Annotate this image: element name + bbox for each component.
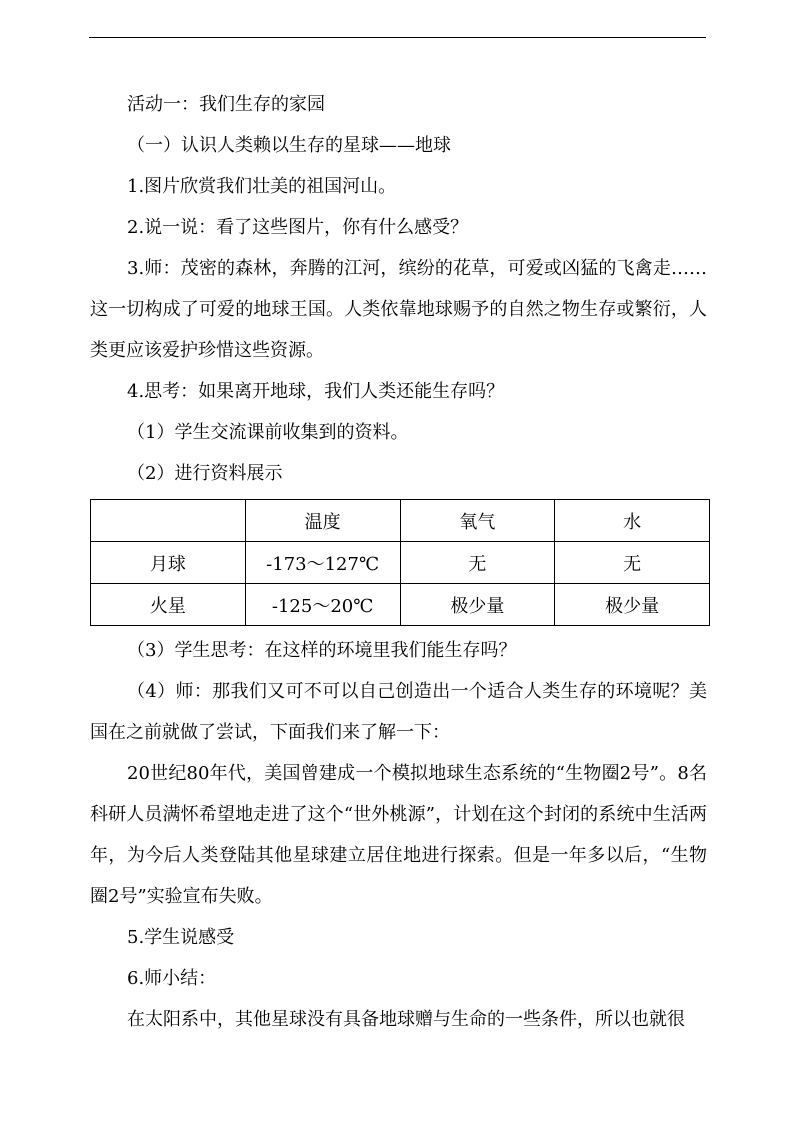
table-cell: 火星	[91, 584, 246, 626]
sub-item-3: （3）学生思考：在这样的环境里我们能生存吗？	[127, 640, 517, 661]
item-5: 5.学生说感受	[127, 927, 235, 948]
header-rule	[89, 37, 706, 38]
planet-conditions-table	[90, 499, 710, 626]
table-header-cell: 温度	[245, 500, 400, 542]
sub-item-4: （4）师：那我们又可不可以自己创造出一个适合人类生存的环境呢？美国在之前就做了尝试，下面我们来了解一下：	[90, 681, 707, 743]
table-cell: 极少量	[400, 584, 555, 626]
table-cell: 月球	[91, 542, 246, 584]
table-cell: 无	[555, 542, 710, 584]
section-title: （一）认识人类赖以生存的星球——地球	[127, 135, 451, 156]
story-paragraph: 20世纪80年代，美国曾建成一个模拟地球生态系统的“生物圈2号”。8名科研人员满怀希望地走进了这个“世外桃源”，计划在这个封闭的系统中生活两年，为今后人类登陆其他星球建立居住地进行探索。但是一年多以后，“生物圈2号”实验宣布失败。	[90, 763, 707, 907]
table-header-cell: 水	[555, 500, 710, 542]
table-cell: 无	[400, 542, 555, 584]
sub-item-2: （2）进行资料展示	[127, 463, 283, 484]
table-header-cell	[91, 500, 246, 542]
activity-title: 活动一：我们生存的家园	[127, 94, 325, 115]
document-body	[90, 84, 707, 1040]
item-2: 2.说一说：看了这些图片，你有什么感受？	[127, 217, 469, 238]
summary-paragraph: 在太阳系中，其他星球没有具备地球赠与生命的一些条件，所以也就很	[127, 1009, 685, 1030]
table-header-row	[91, 500, 710, 542]
table-cell: 极少量	[555, 584, 710, 626]
table-row	[91, 584, 710, 626]
item-4: 4.思考：如果离开地球，我们人类还能生存吗？	[127, 381, 505, 402]
table-row	[91, 542, 710, 584]
table-header-cell: 氧气	[400, 500, 555, 542]
table-cell: -173～127℃	[245, 542, 400, 584]
table-cell: -125～20℃	[245, 584, 400, 626]
item-1: 1.图片欣赏我们壮美的祖国河山。	[127, 176, 397, 197]
item-3: 3.师：茂密的森林，奔腾的江河，缤纷的花草，可爱或凶猛的飞禽走……这一切构成了可爱的地球王国。人类依靠地球赐予的自然之物生存或繁衍，人类更应该爱护珍惜这些资源。	[90, 258, 707, 361]
item-6: 6.师小结：	[127, 968, 217, 989]
sub-item-1: （1）学生交流课前收集到的资料。	[127, 422, 409, 443]
